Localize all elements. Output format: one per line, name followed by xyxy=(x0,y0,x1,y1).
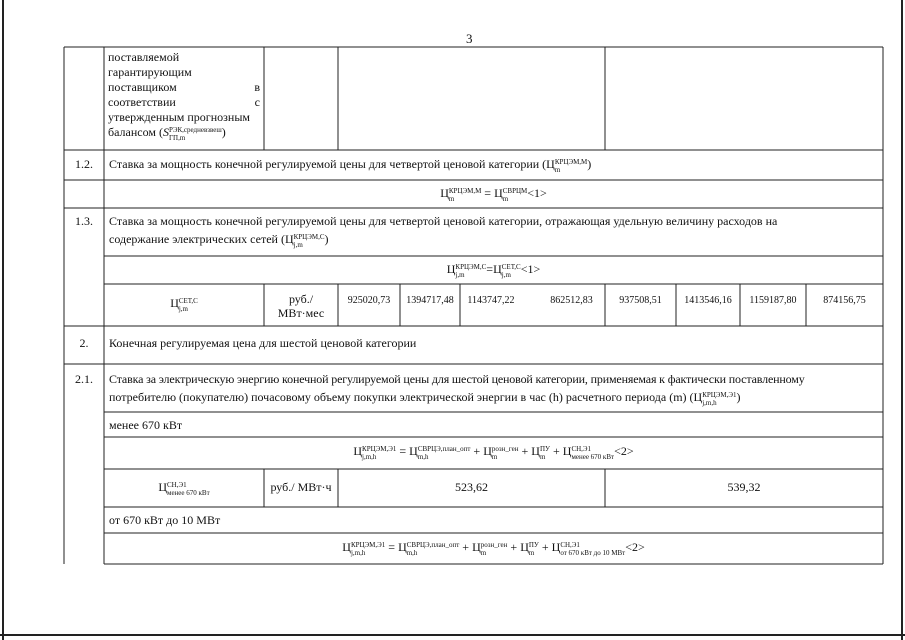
section-number: 2. xyxy=(79,336,89,350)
desc-line: поставляемой xyxy=(108,50,180,64)
desc-line: соответствии с xyxy=(108,95,260,109)
section-number: 2.1. xyxy=(75,372,93,386)
section-number: 1.3. xyxy=(75,214,93,228)
formula-1-2: Ц КРЦЭМ,М m = Ц СВРЦМ m <1> xyxy=(440,186,547,203)
value-cell: 523,62 xyxy=(455,480,488,494)
value-cell: 874156,75 xyxy=(823,295,866,306)
desc-line: утвержденным прогнозным xyxy=(108,110,250,124)
section-title: Ставка за электрическую энергию конечной регулируемой цены для шестой ценовой категории, применяемая к фактически поставленному потребителю (покупателю) почасовому объему покупки электрической энергии в час (h) расчетного периода (m) (Ц КРЦЭМ,Э1 j,m,h ) xyxy=(109,372,805,407)
value-cell: 937508,51 xyxy=(619,295,662,306)
unit-label: руб./ МВт·ч xyxy=(270,480,332,494)
value-cell: 1413546,16 xyxy=(684,295,732,306)
value-cell: 862512,83 xyxy=(550,295,593,306)
value-cell: 1143747,22 xyxy=(467,295,515,306)
desc-line: поставщиком в xyxy=(108,80,260,94)
formula-band1: Ц КРЦЭМ,Э1 j,m,h = Ц СВРЦЭ,план_опт m,h + Ц розн_ген m + Ц ПУ m + Ц СН,Э1 менее 670 кВт <2> xyxy=(353,444,634,461)
data-symbol: Ц СН,Э1 менее 670 кВт xyxy=(158,480,210,497)
value-cell: 1159187,80 xyxy=(749,295,797,306)
desc-line-formula: балансом (S РЭК,средневзвеш ГП,m ) xyxy=(108,125,226,142)
value-cell: 539,32 xyxy=(727,480,761,494)
value-cell: 925020,73 xyxy=(347,295,391,306)
unit-label: руб./ МВт·мес xyxy=(277,292,325,320)
value-cell: 1394717,48 xyxy=(406,295,454,306)
section-number: 1.2. xyxy=(75,157,93,171)
band-label: от 670 кВт до 10 МВт xyxy=(109,513,221,527)
section-title: Ставка за мощность конечной регулируемой цены для четвертой ценовой категории (Ц КРЦЭМ,М m ) xyxy=(109,157,592,174)
desc-line: гарантирующим xyxy=(108,65,192,79)
continuation-description xyxy=(108,50,260,142)
section-title: Ставка за мощность конечной регулируемой цены для четвертой ценовой категории, отражающая удельную величину расходов на содержание электрических сетей (Ц КРЦЭМ,С j,m ) xyxy=(109,214,778,249)
data-symbol: Ц СЕТ,С j,m xyxy=(170,296,198,313)
formula-band2: Ц КРЦЭМ,Э1 j,m,h = Ц СВРЦЭ,план_опт m,h + Ц розн_ген m + Ц ПУ m + Ц СН,Э1 от 670 кВт до 10 МВт <2> xyxy=(342,540,645,557)
page-number: 3 xyxy=(466,31,473,46)
formula-1-3: Ц КРЦЭМ,С j,m =Ц СЕТ,С j,m <1> xyxy=(446,262,541,279)
section-title: Конечная регулируемая цена для шестой ценовой категории xyxy=(109,336,417,350)
band-label: менее 670 кВт xyxy=(109,418,183,432)
